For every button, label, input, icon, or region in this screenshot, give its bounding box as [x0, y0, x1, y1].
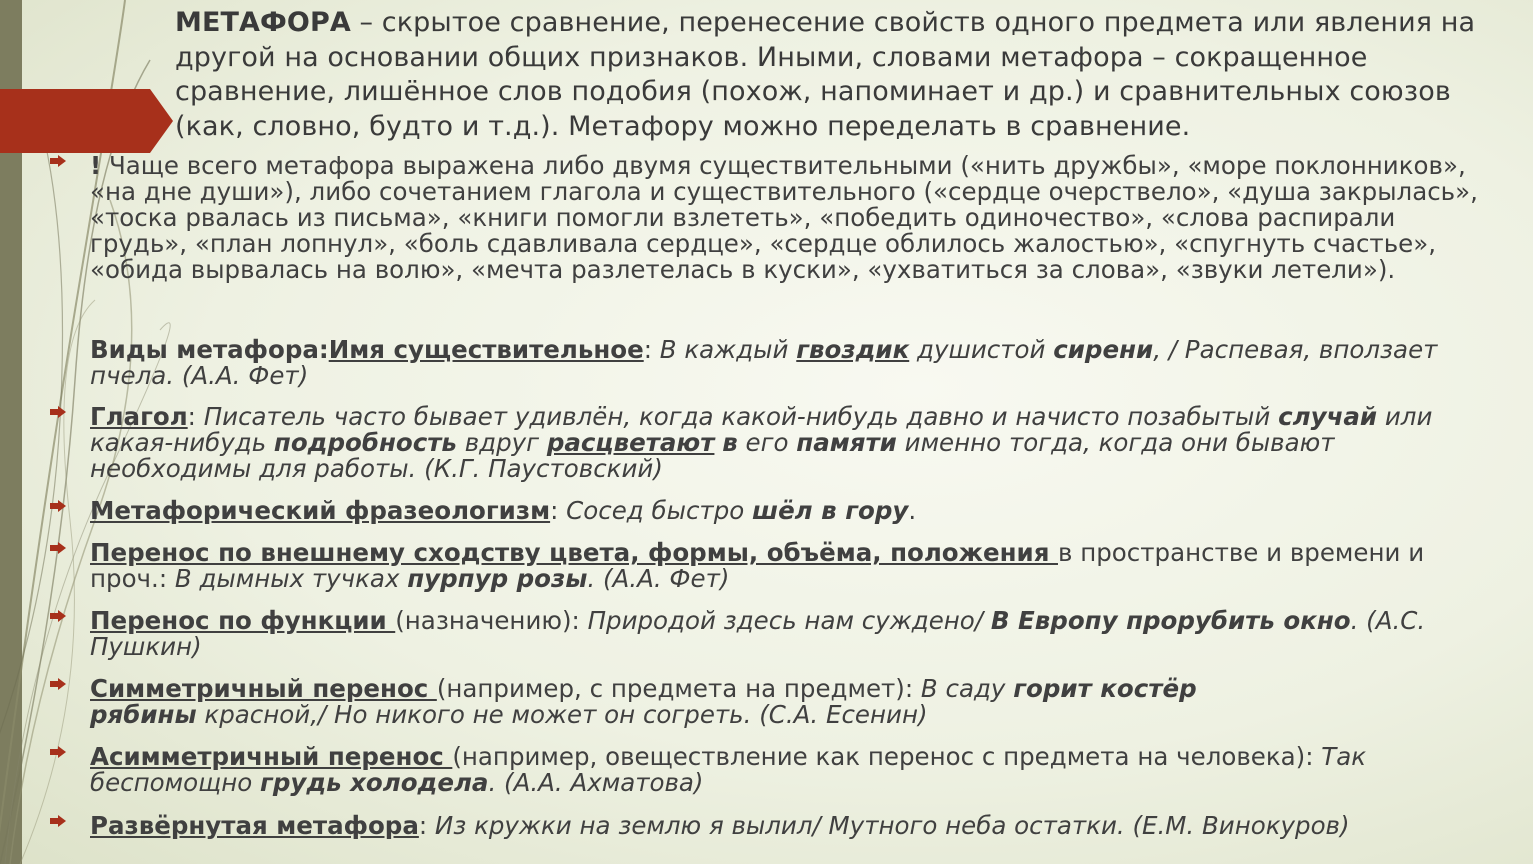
- item-heading: Симметричный перенос: [90, 674, 437, 703]
- item-heading: Развёрнутая метафора: [90, 811, 419, 840]
- list-item-symmetric: Симметричный перенос (например, с предмета на предмет): В саду горит костёр рябины красной,/ Но никого не может он согреть. (С.А. Есенин): [90, 676, 1480, 728]
- list-item-note: [90, 153, 1480, 283]
- list-item-noun: Виды метафора:Имя существительное: В каждый гвоздик душистой сирени, / Распевая, вползает пчела. (А.А. Фет): [90, 335, 1438, 390]
- exclamation-mark: !: [90, 151, 102, 180]
- list-item-verb: Глагол: Писатель часто бывает удивлён, когда какой-нибудь давно и начисто позабытый случай или какая-нибудь подробность вдруг расцветают в его памяти именно тогда, когда они бывают необходимы для работы. (К.Г. Паустовский): [90, 404, 1480, 482]
- list-item-idiom: Метафорический фразеологизм: Сосед быстро шёл в гору.: [90, 498, 1480, 524]
- item-heading: Перенос по функции: [90, 606, 396, 635]
- arrow-bullet-icon: [50, 542, 68, 554]
- item-heading: Метафорический фразеологизм: [90, 496, 551, 525]
- item-heading: Имя существительное: [328, 335, 644, 364]
- arrow-bullet-icon: [50, 815, 68, 827]
- item-heading: Асимметричный перенос: [90, 742, 453, 771]
- metaphor-definition: [175, 6, 1510, 144]
- arrow-bullet-icon: [50, 406, 68, 418]
- list-item-extended: Развёрнутая метафора: Из кружки на землю я вылил/ Мутного неба остатки. (Е.М. Винокуров): [90, 813, 1480, 839]
- list-item-appearance: Перенос по внешнему сходству цвета, формы, объёма, положения в пространстве и времени и проч.: В дымных тучках пурпур розы. (А.А. Фет): [90, 540, 1480, 592]
- red-arrow-tab: [0, 89, 173, 153]
- arrow-bullet-icon: [50, 500, 68, 512]
- arrow-bullet-icon: [50, 746, 68, 758]
- note-text: Чаще всего метафора выражена либо двумя существительными («нить дружбы», «море поклонников», «на дне души»), либо сочетанием глагола и существительного («сердце очерствело», «душа закрылась», «тоска рвалась из письма», «книги помогли взлететь», «победить одиночество», «слова распирали грудь», «план лопнул», «боль сдавливала сердце», «сердце облилось жалостью», «спугнуть счастье», «обида вырвалась на волю», «мечта разлетелась в куски», «ухватиться за слова», «звуки летели»).: [90, 151, 1478, 284]
- definition-term: МЕТАФОРА: [175, 7, 351, 38]
- arrow-bullet-icon: [50, 155, 68, 167]
- types-lead: Виды метафора:: [90, 335, 329, 364]
- item-heading: Глагол: [90, 402, 188, 431]
- definition-text: – скрытое сравнение, перенесение свойств одного предмета или явления на другой на основании общих признаков. Иными, словами метафора – сокращенное сравнение, лишённое слов подобия (похож, напоминает и др.) и сравнительных союзов (как, словно, будто и т.д.). Метафору можно переделать в сравнение.: [175, 7, 1476, 142]
- arrow-bullet-icon: [50, 678, 68, 690]
- item-heading: Перенос по внешнему сходству цвета, формы, объёма, положения: [90, 538, 1058, 567]
- list-item-asymmetric: Асимметричный перенос (например, овеществление как перенос с предмета на человека): Так беспомощно грудь холодела. (А.А. Ахматова): [90, 744, 1480, 796]
- arrow-bullet-icon: [50, 610, 68, 622]
- list-item-function: Перенос по функции (назначению): Природой здесь нам суждено/ В Европу прорубить окно. (А.С. Пушкин): [90, 608, 1480, 660]
